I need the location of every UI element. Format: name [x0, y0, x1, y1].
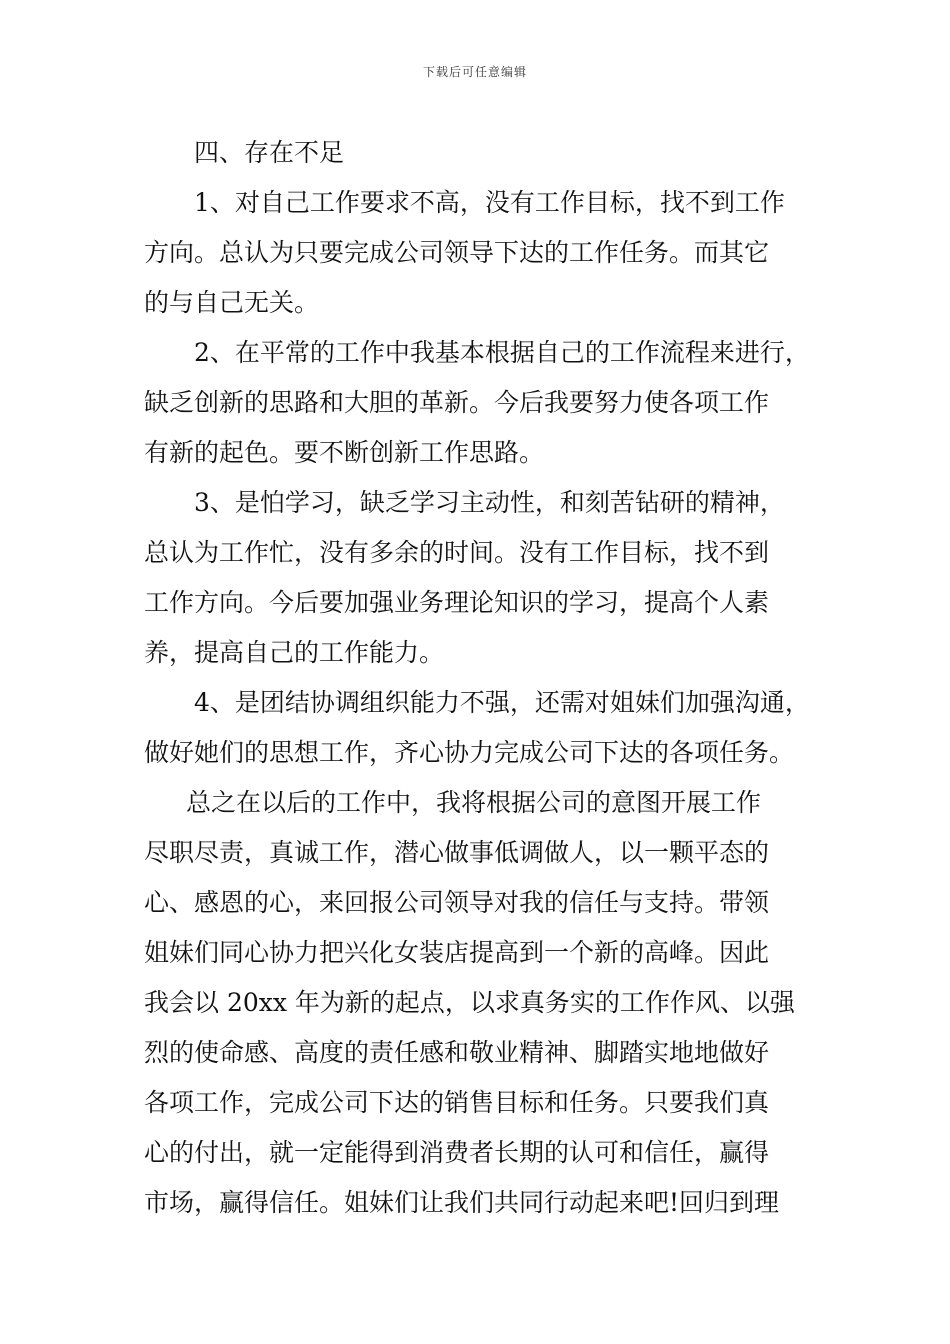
- paragraph-line: 的与自己无关。: [144, 288, 320, 317]
- paragraph-line: 各项工作，完成公司下达的销售目标和任务。只要我们真: [144, 1088, 770, 1117]
- paragraph-line: 心、感恩的心，来回报公司领导对我的信任与支持。带领: [144, 888, 770, 917]
- paragraph-line: 4、是团结协调组织能力不强，还需对姐妹们加强沟通，: [194, 688, 810, 717]
- paragraph-line: 心的付出，就一定能得到消费者长期的认可和信任，赢得: [144, 1138, 770, 1167]
- paragraph-line: 尽职尽责，真诚工作，潜心做事低调做人，以一颗平态的: [144, 838, 770, 867]
- paragraph-line: 2、在平常的工作中我基本根据自己的工作流程来进行，: [194, 338, 810, 367]
- paragraph-line: 1、对自己工作要求不高，没有工作目标，找不到工作: [194, 188, 785, 217]
- section-heading: 四、存在不足: [194, 138, 345, 167]
- paragraph-line: 养，提高自己的工作能力。: [144, 638, 445, 667]
- paragraph-line: 3、是怕学习，缺乏学习主动性，和刻苦钻研的精神，: [194, 488, 785, 517]
- paragraph-line: 我会以 20xx 年为新的起点，以求真务实的工作作风、以强: [144, 988, 795, 1017]
- paragraph-line: 姐妹们同心协力把兴化女装店提高到一个新的高峰。因此: [144, 938, 770, 967]
- paragraph-line: 总之在以后的工作中，我将根据公司的意图开展工作: [186, 788, 762, 817]
- paragraph-line: 方向。总认为只要完成公司领导下达的工作任务。而其它: [144, 238, 770, 267]
- paragraph-line: 烈的使命感、高度的责任感和敬业精神、脚踏实地地做好: [144, 1038, 770, 1067]
- paragraph-line: 有新的起色。要不断创新工作思路。: [144, 438, 545, 467]
- paragraph-line: 做好她们的思想工作，齐心协力完成公司下达的各项任务。: [144, 738, 795, 767]
- document-body: [144, 128, 814, 1228]
- paragraph-line: 工作方向。今后要加强业务理论知识的学习，提高个人素: [144, 588, 770, 617]
- paragraph-line: 总认为工作忙，没有多余的时间。没有工作目标，找不到: [144, 538, 770, 567]
- page-header: 下载后可任意编辑: [422, 65, 527, 79]
- paragraph-line: 市场，赢得信任。姐妹们让我们共同行动起来吧!回归到理: [144, 1188, 780, 1217]
- paragraph-line: 缺乏创新的思路和大胆的革新。今后我要努力使各项工作: [144, 388, 770, 417]
